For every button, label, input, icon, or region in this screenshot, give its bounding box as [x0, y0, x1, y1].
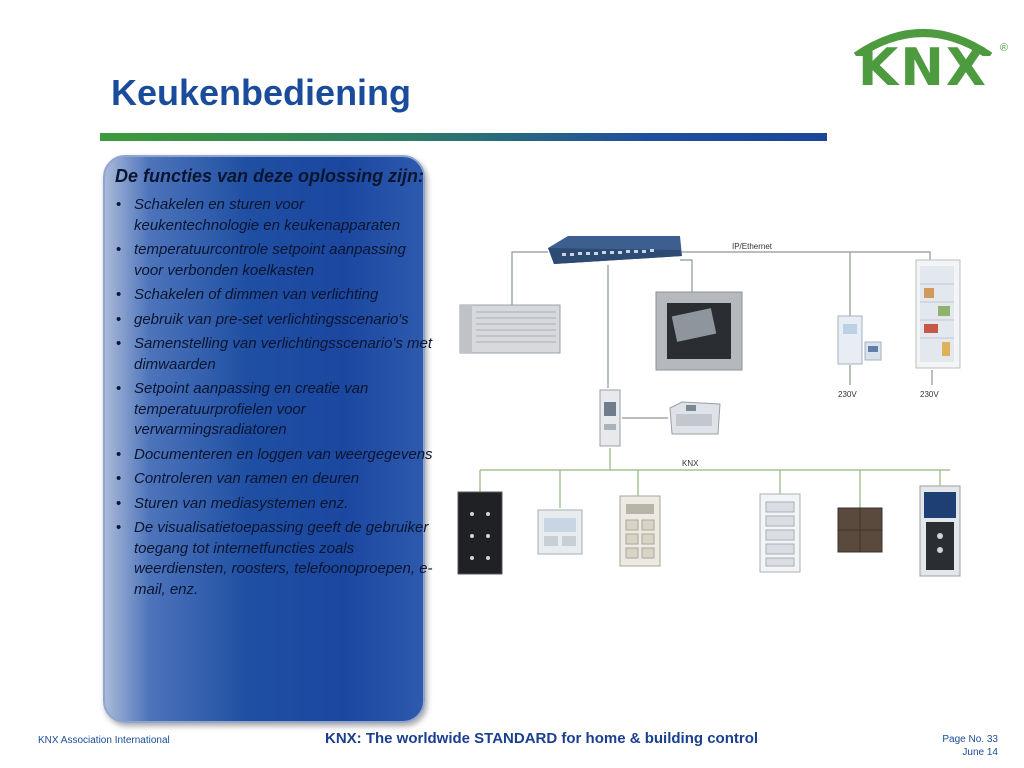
bullet-icon: •	[116, 241, 122, 258]
server-unit-icon	[460, 305, 560, 353]
knx-bus-lines	[480, 448, 950, 508]
bullet-icon: •	[116, 196, 122, 213]
ethernet-switch-icon	[548, 236, 682, 264]
title-underline	[100, 133, 827, 141]
push-button-sensor-icon	[620, 496, 660, 566]
list-item: • Sturen van mediasystemen enz.	[115, 494, 433, 515]
list-item: • De visualisatietoepassing geeft de gebruiker toegang tot internetfuncties zoals weerdiensten, roosters, telefoonoproepen, e-mail, enz.	[116, 519, 433, 598]
room-thermostat-icon	[538, 510, 582, 554]
list-item: • Controleren van ramen en deuren	[115, 469, 433, 490]
ip-gateway-icon	[600, 390, 620, 446]
page-number: Page No. 33	[942, 734, 998, 745]
bullet-icon: •	[116, 335, 122, 352]
multi-button-panel-icon	[760, 494, 800, 572]
bullet-icon: •	[116, 310, 122, 328]
bullet-icon: •	[116, 445, 122, 463]
bronze-switch-icon	[838, 508, 882, 552]
list-item: • Samenstelling van verlichtingsscenario's met dimwaarden	[116, 335, 433, 373]
logo-text: KNX	[858, 38, 988, 98]
list-item: • gebruik van pre-set verlichtingsscenario's	[115, 310, 433, 331]
footer-date: June 14	[962, 747, 998, 758]
footer-tagline: KNX: The worldwide STANDARD for home & building control	[325, 730, 759, 747]
bullet-icon: •	[116, 519, 122, 536]
bullet-icon: •	[116, 470, 122, 487]
knx-kitchen-diagram	[450, 220, 990, 590]
bullet-icon: •	[116, 286, 122, 303]
slide-title: Keukenbediening	[111, 72, 412, 113]
media-control-panel-icon	[920, 486, 960, 576]
functions-panel	[103, 155, 433, 723]
list-item: • Schakelen en sturen voor keukentechnologie en keukenapparaten	[116, 196, 401, 234]
logo-registered-mark: ®	[999, 42, 1008, 54]
bullet-icon: •	[116, 494, 122, 512]
voltage-label-2: 230V	[920, 390, 939, 399]
list-item: • Schakelen of dimmen van verlichting	[115, 285, 433, 306]
glass-touch-sensor-icon	[458, 492, 502, 574]
panel-heading: De functies van deze oplossing zijn:	[115, 166, 425, 186]
function-list	[115, 195, 433, 600]
ip-ethernet-label: IP/Ethernet	[732, 242, 773, 251]
list-item: • Documenteren en loggen van weergegevens	[115, 445, 433, 466]
footer-organization: KNX Association International	[38, 735, 170, 746]
power-supply-icon	[670, 402, 720, 434]
knx-bus-label: KNX	[682, 459, 699, 468]
knx-logo	[848, 16, 1008, 98]
list-item: • temperatuurcontrole setpoint aanpassing voor verbonden koelkasten	[116, 241, 406, 279]
footer-page-info	[942, 733, 998, 759]
bullet-icon: •	[116, 380, 122, 397]
voltage-label-1: 230V	[838, 390, 857, 399]
touch-panel-icon	[656, 292, 742, 370]
fridge-controller-icon	[838, 316, 881, 364]
list-item: • Setpoint aanpassing en creatie van temperatuurprofielen voor verwarmingsradiatoren	[116, 380, 369, 438]
refrigerator-icon	[916, 260, 960, 368]
